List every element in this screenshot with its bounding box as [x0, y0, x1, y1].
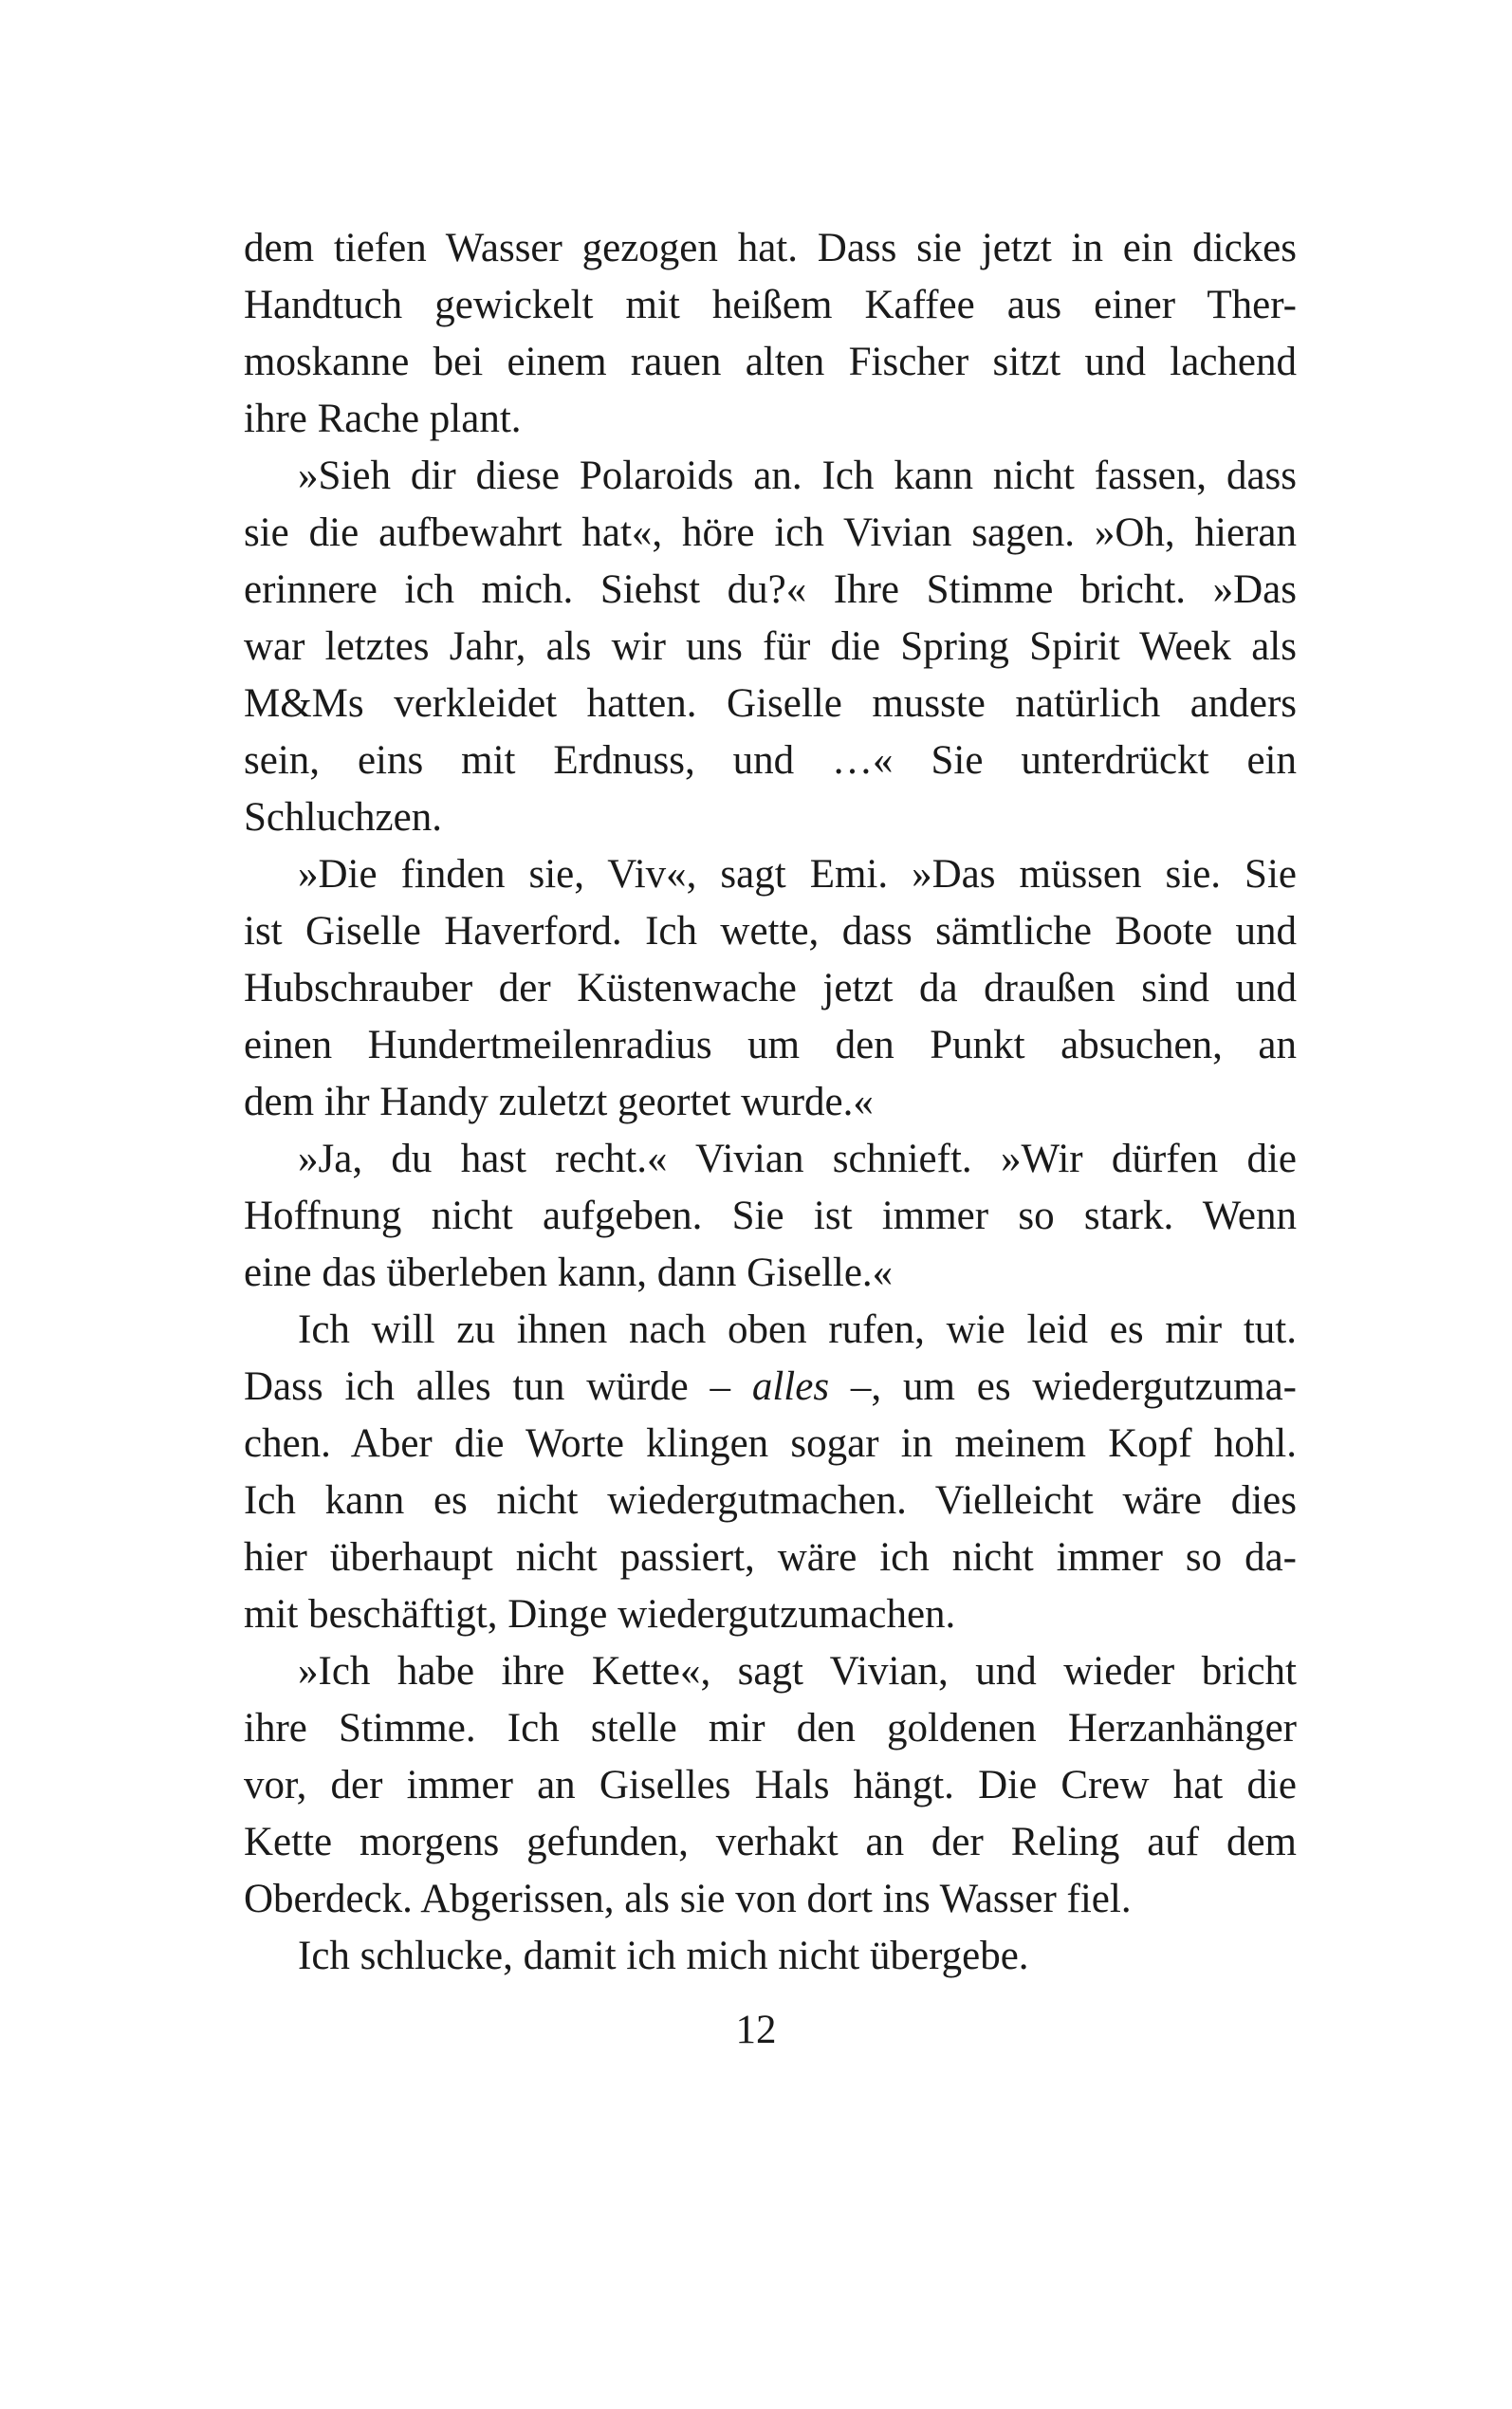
- text-line: war letztes Jahr, als wir uns für die Spring Spirit Week als: [244, 624, 1297, 669]
- text-line: einen Hundertmeilenradius um den Punkt absuchen, an: [244, 1023, 1297, 1067]
- text-fragment: –, um es wiedergutzuma-: [829, 1364, 1298, 1409]
- paragraph: [244, 1302, 1297, 1643]
- text-line: mit beschäftigt, Dinge wiedergutzumachen.: [244, 1592, 956, 1637]
- paragraph: [244, 1643, 1297, 1928]
- text-line-emphasis: [244, 1359, 1297, 1416]
- text-line: dem tiefen Wasser gezogen hat. Dass sie jetzt in ein dickes: [244, 226, 1297, 270]
- text-line: Hubschrauber der Küstenwache jetzt da draußen sind und: [244, 966, 1297, 1010]
- text-line: Handtuch gewickelt mit heißem Kaffee aus einer Ther-: [244, 283, 1297, 327]
- text-line: sein, eins mit Erdnuss, und …« Sie unterdrückt ein: [244, 738, 1297, 783]
- text-line: ihre Rache plant.: [244, 397, 522, 441]
- text-line: sie die aufbewahrt hat«, höre ich Vivian sagen. »Oh, hieran: [244, 510, 1297, 555]
- text-line: »Ich habe ihre Kette«, sagt Vivian, und wieder bricht: [298, 1649, 1297, 1694]
- paragraph: [244, 1928, 1297, 1985]
- paragraph: [244, 846, 1297, 1131]
- text-line: Oberdeck. Abgerissen, als sie von dort ins Wasser fiel.: [244, 1877, 1132, 1921]
- text-line: chen. Aber die Worte klingen sogar in meinem Kopf hohl.: [244, 1421, 1297, 1466]
- paragraph: [244, 220, 1297, 448]
- text-line: ist Giselle Haverford. Ich wette, dass sämtliche Boote und: [244, 909, 1297, 954]
- text-line: »Sieh dir diese Polaroids an. Ich kann nicht fassen, dass: [298, 454, 1297, 498]
- text-line: Ich schlucke, damit ich mich nicht übergebe.: [298, 1934, 1029, 1978]
- body-text: [244, 220, 1297, 1985]
- page-number: 12: [735, 2008, 777, 2052]
- text-fragment: Dass ich alles tun würde –: [244, 1364, 752, 1409]
- text-line: »Die finden sie, Viv«, sagt Emi. »Das müssen sie. Sie: [298, 852, 1297, 897]
- text-line: »Ja, du hast recht.« Vivian schnieft. »Wir dürfen die: [298, 1137, 1297, 1181]
- text-line: Ich will zu ihnen nach oben rufen, wie leid es mir tut.: [298, 1307, 1297, 1352]
- text-line: eine das überleben kann, dann Giselle.«: [244, 1251, 894, 1295]
- emphasized-word: alles: [751, 1364, 830, 1409]
- text-line: erinnere ich mich. Siehst du?« Ihre Stimme bricht. »Das: [244, 567, 1297, 612]
- paragraph: [244, 1131, 1297, 1302]
- text-line: Kette morgens gefunden, verhakt an der Reling auf dem: [244, 1820, 1297, 1864]
- text-line: vor, der immer an Giselles Hals hängt. Die Crew hat die: [244, 1763, 1297, 1807]
- text-line: Schluchzen.: [244, 795, 442, 840]
- text-line: M&Ms verkleidet hatten. Giselle musste natürlich anders: [244, 681, 1297, 726]
- text-line: moskanne bei einem rauen alten Fischer sitzt und lachend: [244, 340, 1297, 384]
- text-line: Ich kann es nicht wiedergutmachen. Vielleicht wäre dies: [244, 1478, 1297, 1523]
- text-line: Hoffnung nicht aufgeben. Sie ist immer so stark. Wenn: [244, 1194, 1297, 1238]
- text-line: ihre Stimme. Ich stelle mir den goldenen Herzanhänger: [244, 1706, 1297, 1751]
- text-line: dem ihr Handy zuletzt geortet wurde.«: [244, 1080, 874, 1124]
- paragraph: [244, 448, 1297, 846]
- text-line: hier überhaupt nicht passiert, wäre ich nicht immer so da-: [244, 1535, 1297, 1580]
